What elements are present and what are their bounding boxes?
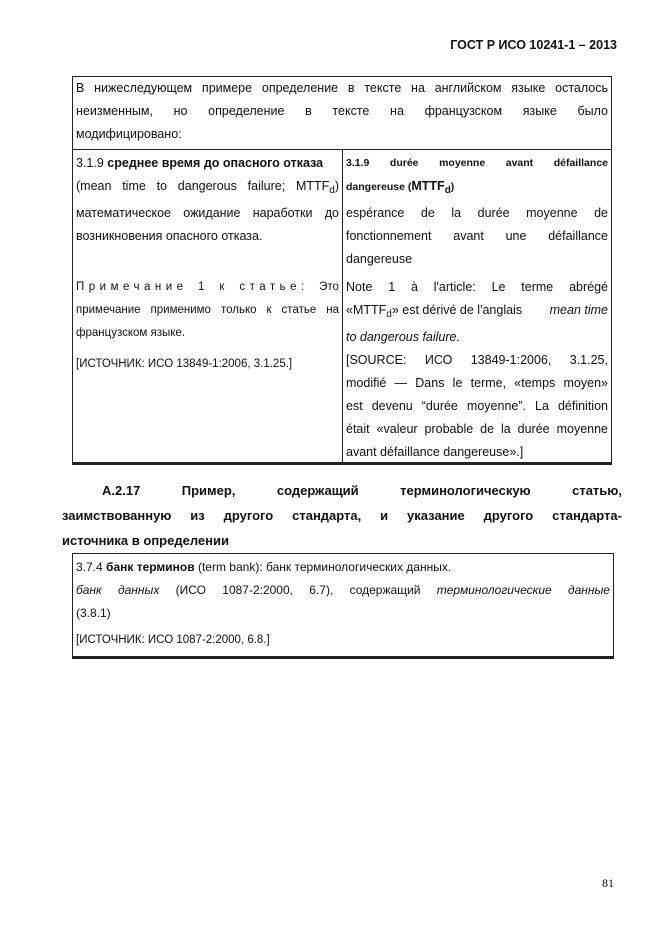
intro-line: модифицировано: — [76, 127, 182, 141]
source-line: était «valeur probable de la durée moyenne — [346, 422, 608, 436]
section-heading-line: А.2.17 Пример, содержащий терминологическую статью, — [102, 483, 622, 498]
term-abbreviation: (mean time to dangerous failure; $MTTF_d$) — [76, 179, 339, 196]
source-line: avant défaillance dangereuse».] — [346, 445, 524, 459]
definition-line: fonctionnement avant une défaillance — [346, 229, 608, 243]
definition-line: espérance de la durée moyenne de — [346, 206, 608, 220]
source-line: est devenu “durée moyenne”. La définition — [346, 399, 608, 413]
section-heading-line: заимствованную из другого стандарта, и указание другого стандарта- — [62, 508, 622, 523]
section-heading-line: источника в определении — [62, 533, 229, 548]
term-crossref: (3.8.1) — [76, 606, 111, 620]
document-header: ГОСТ Р ИСО 10241-1 – 2013 — [450, 38, 617, 52]
note-line: примечание применимо только к статье на — [76, 304, 339, 316]
definition-line: возникновения опасного отказа. — [76, 229, 263, 243]
russian-entry — [73, 150, 343, 462]
french-entry — [343, 150, 611, 462]
term-name: среднее время до опасного отказа — [107, 156, 324, 170]
source-citation: [ИСТОЧНИК: ИСО 13849-1:2006, 3.1.25.] — [76, 358, 293, 370]
note-line: французском языке. — [76, 327, 186, 339]
note-line: «$MTTF_d$» est dérivé de l'anglais mean time — [346, 303, 608, 320]
source-citation: [ИСТОЧНИК: ИСО 1087-2:2000, 6.8.] — [76, 634, 270, 646]
term-definition: банк данных (ИСО 1087-2:2000, 6.7), содержащий терминологические данные — [76, 583, 610, 597]
term-number: 3.1.9 — [76, 156, 104, 170]
intro-line: неизменным, но определение в тексте на французском языке было — [76, 104, 608, 118]
term-heading: dangereuse $(MTTF_d)$ — [346, 179, 455, 196]
note-line: Примечание 1 к статье: Это — [76, 281, 339, 293]
note-line: to dangerous failure. — [346, 330, 460, 344]
note-block — [76, 276, 339, 376]
intro-line: В нижеследующем примере определение в тексте на английском языке осталось — [76, 81, 608, 95]
page-number: 81 — [602, 876, 614, 890]
comparison-columns — [73, 150, 611, 462]
example-table — [72, 76, 612, 465]
intro-row — [73, 77, 611, 150]
term-heading — [76, 152, 339, 175]
term-entry: 3.7.4 банк терминов (term bank): банк терминологических данных. — [76, 560, 452, 574]
definition-line: математическое ожидание наработки до — [76, 206, 339, 220]
term-bank-example — [72, 553, 614, 659]
term-heading: 3.1.9 durée moyenne avant défaillance — [346, 157, 608, 169]
source-line: modifié — Dans le terme, «temps moyen» — [346, 376, 608, 390]
definition-line: dangereuse — [346, 252, 413, 266]
section-heading — [62, 478, 622, 553]
note-line: Note 1 à l'article: Le terme abrégé — [346, 280, 608, 294]
source-line: [SOURCE: ИСО 13849-1:2006, 3.1.25, — [346, 353, 608, 367]
note-block — [346, 276, 608, 464]
